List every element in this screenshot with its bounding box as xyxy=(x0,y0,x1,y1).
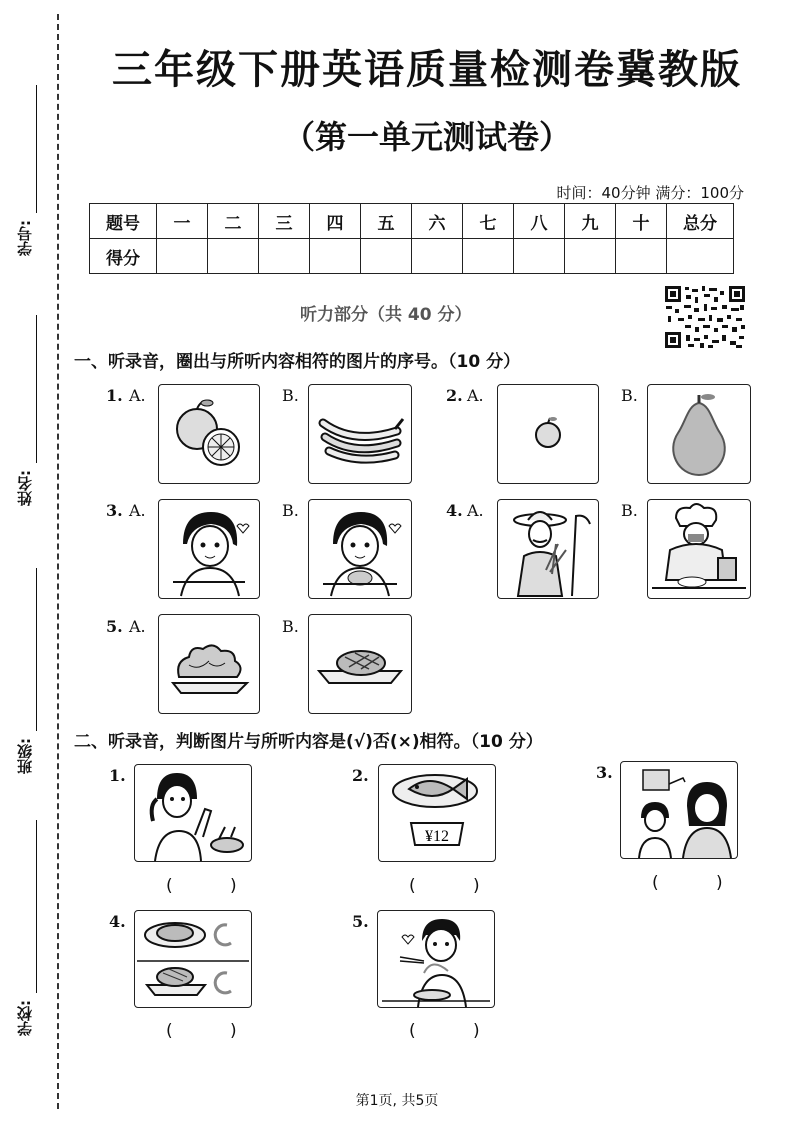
score-cell[interactable] xyxy=(208,239,259,274)
option-label: A. xyxy=(129,501,146,520)
score-table-header-row xyxy=(90,204,734,239)
small-orange-image[interactable] xyxy=(497,384,599,484)
question-number: 1. xyxy=(106,386,123,405)
school-field[interactable] xyxy=(14,1000,44,1060)
cook-image[interactable] xyxy=(647,499,751,599)
option-label: B. xyxy=(282,501,299,520)
answer-brackets[interactable]: ( ) xyxy=(652,873,749,893)
score-table-header-cell: 二 xyxy=(208,204,259,239)
option-label: B. xyxy=(282,617,299,636)
qr-code-icon[interactable] xyxy=(664,285,746,349)
option-label: B. xyxy=(621,386,638,405)
price-tag: ¥12 xyxy=(425,828,449,845)
score-cell[interactable] xyxy=(616,239,667,274)
meat-image[interactable] xyxy=(308,614,412,714)
binding-dashed-line xyxy=(57,14,59,1109)
score-table-header-cell: 十 xyxy=(616,204,667,239)
vegetables-image[interactable] xyxy=(158,614,260,714)
page-footer: 第1页, 共5页 xyxy=(355,1093,439,1109)
page-title: 三年级下册英语质量检测卷冀教版 xyxy=(112,47,742,93)
time-and-score-info: 时间：40分钟 满分：100分 xyxy=(556,184,744,202)
listening-part-title: 听力部分（共 40 分） xyxy=(300,305,472,325)
question-number: 2. xyxy=(352,766,369,785)
class-field[interactable] xyxy=(14,738,44,798)
question-number: 5. xyxy=(352,912,369,931)
score-table-header-cell: 九 xyxy=(565,204,616,239)
score-cell[interactable] xyxy=(310,239,361,274)
score-table-header-cell: 五 xyxy=(361,204,412,239)
question-number: 3. xyxy=(596,763,613,782)
score-table-score-row xyxy=(90,239,734,274)
student-number-line xyxy=(36,85,37,213)
girl-eating-bread-image[interactable] xyxy=(308,499,412,599)
school-label: 学校: xyxy=(16,1000,34,1036)
score-cell[interactable] xyxy=(463,239,514,274)
answer-brackets[interactable]: ( ) xyxy=(409,1021,506,1041)
girl-and-mother-image[interactable] xyxy=(620,761,738,859)
answer-brackets[interactable]: ( ) xyxy=(409,876,506,896)
girl-refusing-food-image[interactable] xyxy=(134,764,252,862)
question-number: 5. xyxy=(106,617,123,636)
option-label: A. xyxy=(129,617,146,636)
question-number: 2. xyxy=(446,386,463,405)
girl-eating-image[interactable] xyxy=(158,499,260,599)
score-table-header-cell: 总分 xyxy=(667,204,734,239)
name-label: 姓名: xyxy=(16,470,34,506)
farmer-image[interactable] xyxy=(497,499,599,599)
score-table-header-cell: 八 xyxy=(514,204,565,239)
score-cell[interactable] xyxy=(157,239,208,274)
score-cell[interactable] xyxy=(361,239,412,274)
question-number: 3. xyxy=(106,501,123,520)
class-label: 班级: xyxy=(16,738,34,774)
name-line xyxy=(36,315,37,463)
score-cell[interactable] xyxy=(412,239,463,274)
chicken-and-meat-image[interactable] xyxy=(134,910,252,1008)
option-label: A. xyxy=(467,386,484,405)
pear-image[interactable] xyxy=(647,384,751,484)
option-label: A. xyxy=(467,501,484,520)
answer-brackets[interactable]: ( ) xyxy=(166,876,263,896)
score-cell[interactable] xyxy=(259,239,310,274)
score-table-header-cell: 三 xyxy=(259,204,310,239)
fish-price-image[interactable] xyxy=(378,764,496,862)
question-number: 4. xyxy=(446,501,463,520)
question-number: 1. xyxy=(109,766,126,785)
option-label: A. xyxy=(129,386,146,405)
option-label: B. xyxy=(621,501,638,520)
score-table-header-cell: 七 xyxy=(463,204,514,239)
school-line xyxy=(36,820,37,993)
section2-title: 二、听录音，判断图片与所听内容是(√)否(×)相符。（10 分） xyxy=(74,732,543,752)
boy-eating-image[interactable] xyxy=(377,910,495,1008)
name-field[interactable] xyxy=(14,470,44,530)
question-number: 4. xyxy=(109,912,126,931)
score-cell[interactable] xyxy=(565,239,616,274)
section1-title: 一、听录音，圈出与所听内容相符的图片的序号。（10 分） xyxy=(74,352,521,372)
score-cell[interactable] xyxy=(667,239,734,274)
score-table-header-cell: 一 xyxy=(157,204,208,239)
option-label: B. xyxy=(282,386,299,405)
score-row-label: 得分 xyxy=(90,239,157,274)
student-number-label: 学号: xyxy=(16,220,34,256)
student-number-field[interactable] xyxy=(14,220,44,340)
score-table xyxy=(89,203,734,274)
score-table-header-cell: 六 xyxy=(412,204,463,239)
score-table-header-cell: 题号 xyxy=(90,204,157,239)
orange-image[interactable] xyxy=(158,384,260,484)
bananas-image[interactable] xyxy=(308,384,412,484)
page-subtitle: （第一单元测试卷） xyxy=(282,118,571,156)
score-cell[interactable] xyxy=(514,239,565,274)
answer-brackets[interactable]: ( ) xyxy=(166,1021,263,1041)
score-table-header-cell: 四 xyxy=(310,204,361,239)
class-line xyxy=(36,568,37,731)
